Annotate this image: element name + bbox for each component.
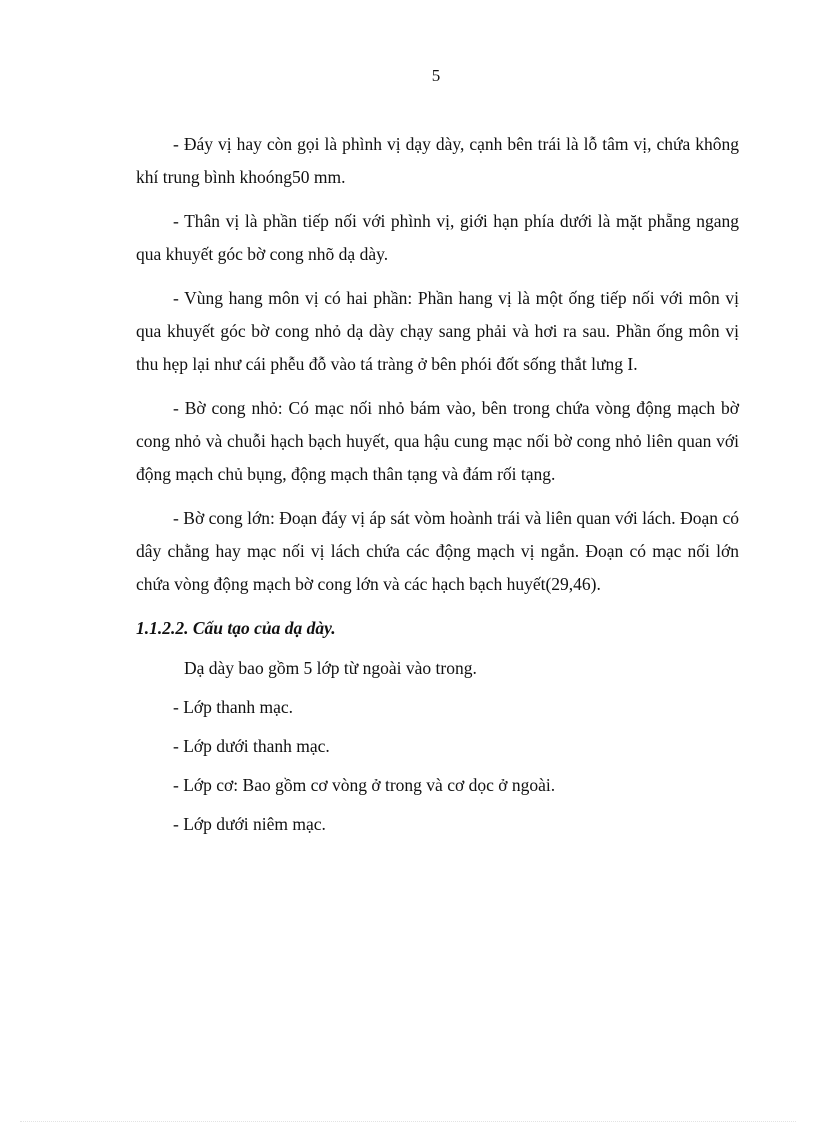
paragraph-body: - Thân vị là phần tiếp nối với phình vị, giới hạn phía dưới là mặt phẵng ngang qua khuyết góc bờ cong nhõ dạ dày. (136, 211, 739, 264)
layer-item-muscle: - Lớp cơ: Bao gồm cơ vòng ở trong và cơ dọc ở ngoài. (173, 775, 556, 795)
layer-item-serosa: - Lớp thanh mạc. (173, 697, 294, 717)
layers-intro: Dạ dày bao gồm 5 lớp từ ngoài vào trong. (184, 658, 477, 678)
body-text (136, 128, 739, 847)
section-heading: 1.1.2.2. Cấu tạo của dạ dày. (136, 618, 336, 638)
paragraph-lesser-curvature: - Bờ cong nhỏ: Có mạc nối nhỏ bám vào, bên trong chứa vòng động mạch bờ cong nhỏ và chuỗi hạch bạch huyết, qua hậu cung mạc nối bờ cong nhỏ liên quan với động mạch chủ bụng, động mạch thân tạng và đám rối tạng. (136, 398, 739, 484)
layer-item-subserosa: - Lớp dưới thanh mạc. (173, 736, 330, 756)
paragraph-fundus: - Đáy vị hay còn gọi là phình vị dạy dày, cạnh bên trái là lỗ tâm vị, chứa không khí trung bình khoóng50 mm. (136, 134, 739, 187)
paragraph-pyloric-region: - Vùng hang môn vị có hai phần: Phần hang vị là một ống tiếp nối với môn vị qua khuyết góc bờ cong nhỏ dạ dày chạy sang phải và hơi ra sau. Phần ống môn vị thu hẹp lại như cái phễu đỗ vào tá tràng ở bên phói đốt sống thắt lưng I. (136, 288, 739, 374)
page-number: 5 (431, 66, 441, 85)
paragraph-greater-curvature: - Bờ cong lớn: Đoạn đáy vị áp sát vòm hoành trái và liên quan với lách. Đoạn có dây chằng hay mạc nối vị lách chứa các động mạch vị ngắn. Đoạn có mạc nối lớn chứa vòng động mạch bờ cong lớn và các hạch bạch huyết(29,46). (136, 508, 739, 594)
page-bottom-edge (20, 1121, 796, 1122)
layer-item-submucosa: - Lớp dưới niêm mạc. (173, 814, 326, 834)
